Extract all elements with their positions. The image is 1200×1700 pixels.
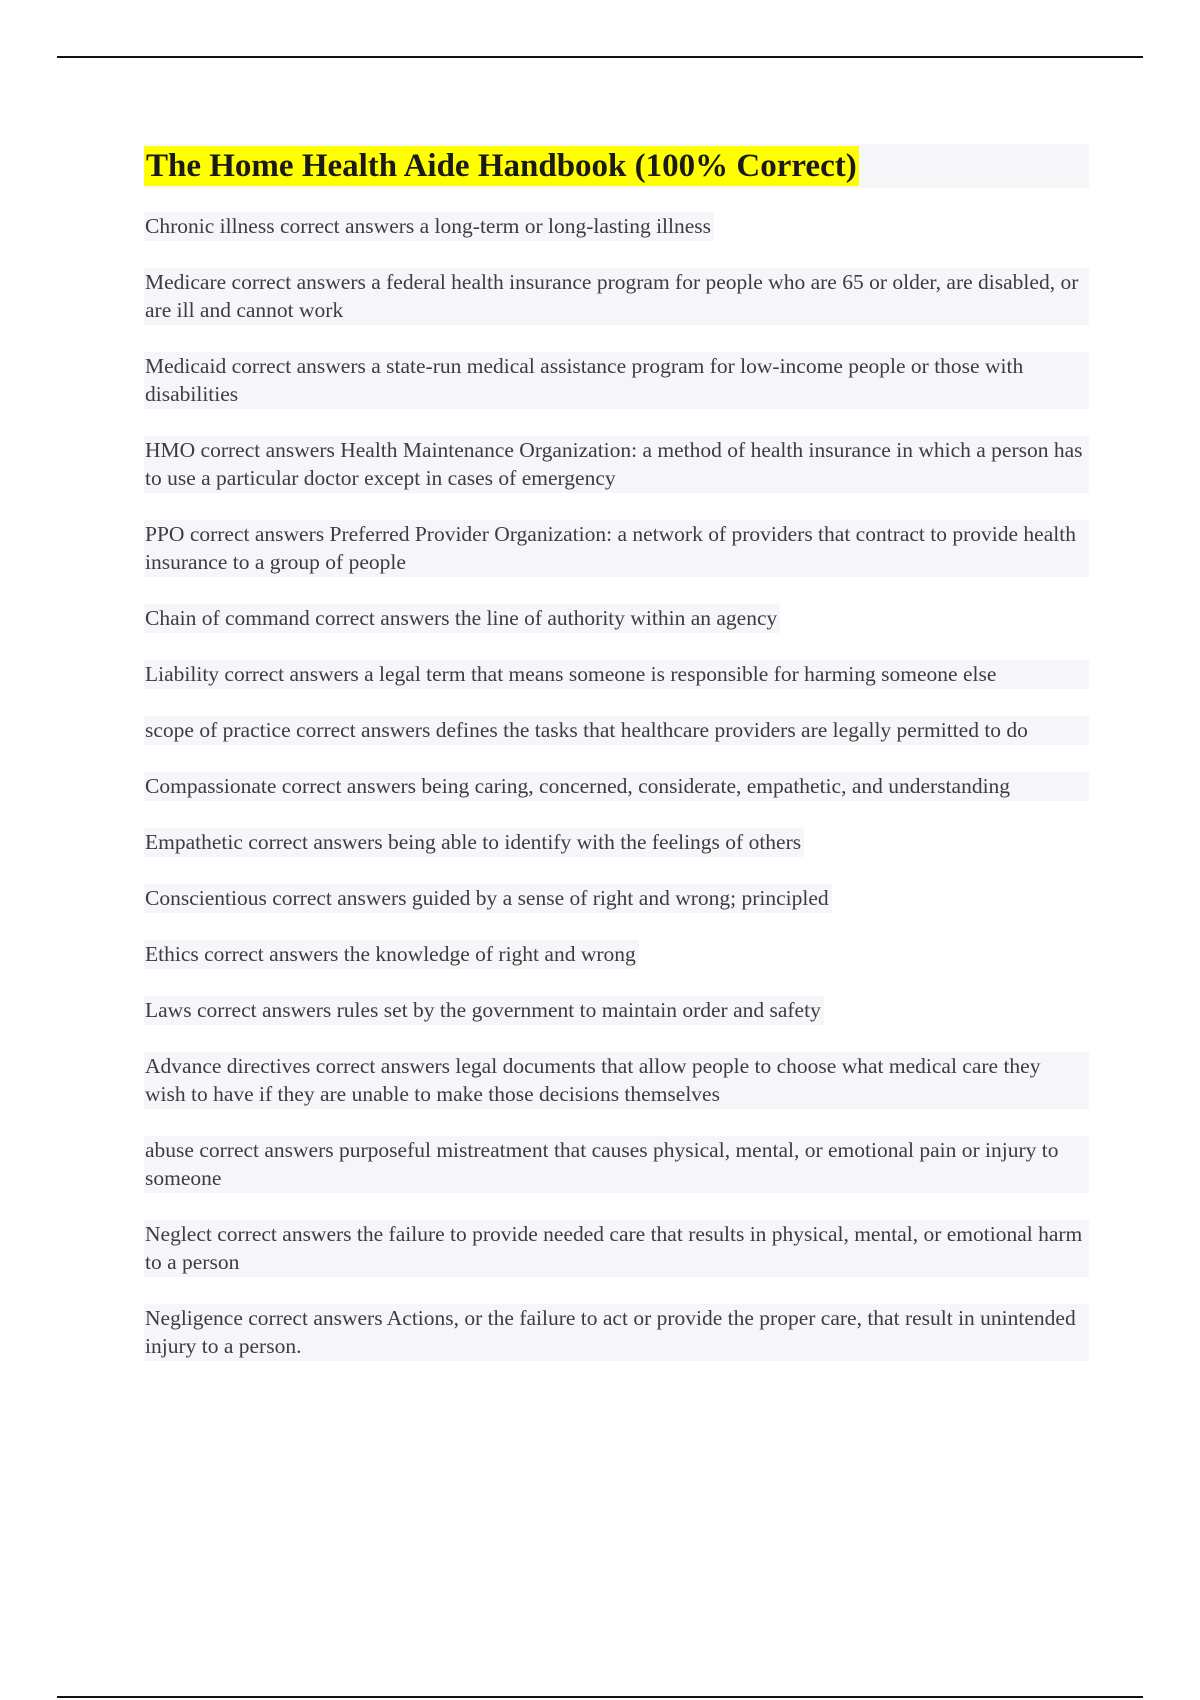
entry-ppo: PPO correct answers Preferred Provider Organization: a network of providers that contract to provide health insurance to a group of people bbox=[144, 520, 1089, 577]
entry-medicare: Medicare correct answers a federal health insurance program for people who are 65 or older, are disabled, or are ill and cannot work bbox=[144, 268, 1089, 325]
document-body bbox=[144, 144, 1089, 1388]
entry-ethics: Ethics correct answers the knowledge of right and wrong bbox=[144, 940, 639, 969]
bottom-rule bbox=[57, 1696, 1143, 1698]
entry-laws: Laws correct answers rules set by the government to maintain order and safety bbox=[144, 996, 824, 1025]
entry-chain-of-command: Chain of command correct answers the line of authority within an agency bbox=[144, 604, 780, 633]
entry-negligence: Negligence correct answers Actions, or the failure to act or provide the proper care, that result in unintended injury to a person. bbox=[144, 1304, 1089, 1361]
top-rule bbox=[57, 56, 1143, 58]
document-title: The Home Health Aide Handbook (100% Correct) bbox=[146, 148, 857, 184]
entry-chronic-illness: Chronic illness correct answers a long-term or long-lasting illness bbox=[144, 212, 714, 241]
entry-liability: Liability correct answers a legal term that means someone is responsible for harming someone else bbox=[144, 660, 1089, 689]
entry-compassionate: Compassionate correct answers being caring, concerned, considerate, empathetic, and understanding bbox=[144, 772, 1089, 801]
entry-hmo: HMO correct answers Health Maintenance Organization: a method of health insurance in which a person has to use a particular doctor except in cases of emergency bbox=[144, 436, 1089, 493]
entry-advance-directives: Advance directives correct answers legal documents that allow people to choose what medical care they wish to have if they are unable to make those decisions themselves bbox=[144, 1052, 1089, 1109]
entry-conscientious: Conscientious correct answers guided by a sense of right and wrong; principled bbox=[144, 884, 832, 913]
entry-medicaid: Medicaid correct answers a state-run medical assistance program for low-income people or those with disabilities bbox=[144, 352, 1089, 409]
entry-abuse: abuse correct answers purposeful mistreatment that causes physical, mental, or emotional pain or injury to someone bbox=[144, 1136, 1089, 1193]
entry-scope-of-practice: scope of practice correct answers defines the tasks that healthcare providers are legally permitted to do bbox=[144, 716, 1089, 745]
title-bar bbox=[144, 144, 1089, 188]
entry-neglect: Neglect correct answers the failure to provide needed care that results in physical, mental, or emotional harm to a person bbox=[144, 1220, 1089, 1277]
entry-empathetic: Empathetic correct answers being able to identify with the feelings of others bbox=[144, 828, 804, 857]
